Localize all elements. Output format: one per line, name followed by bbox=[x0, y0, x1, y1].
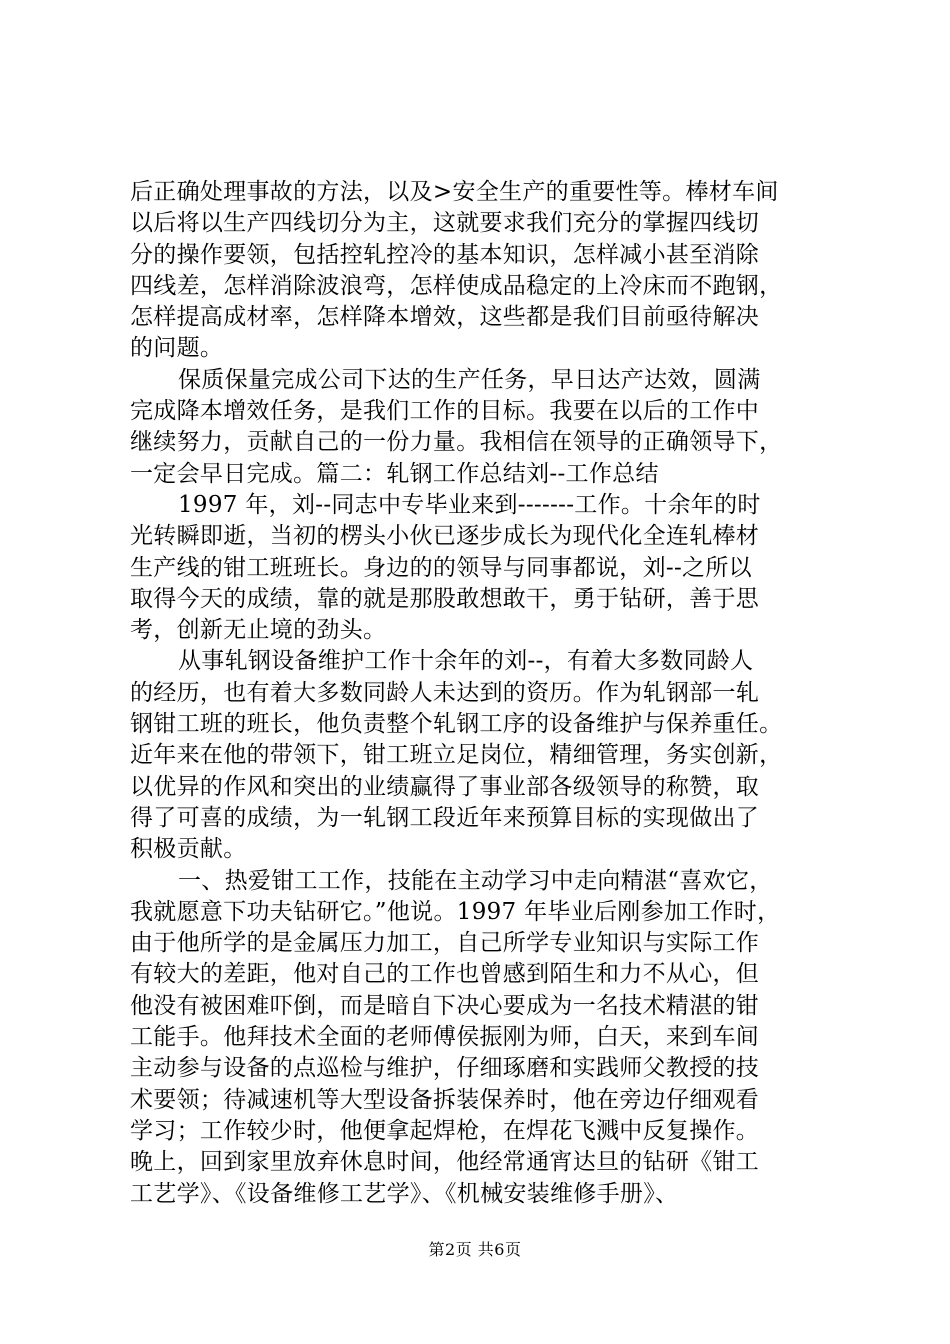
text-line: 由于他所学的是金属压力加工，自己所学专业知识与实际工作 bbox=[130, 930, 760, 957]
text-line: 工艺学》、《设备维修工艺学》、《机械安装维修手册》、 bbox=[130, 1180, 679, 1207]
text-line: 分的操作要领，包括控轧控冷的基本知识，怎样减小甚至消除 bbox=[130, 241, 760, 268]
text-line: 术要领；待减速机等大型设备拆装保养时，他在旁边仔细观看 bbox=[130, 1086, 760, 1113]
text-line: 他没有被困难吓倒，而是暗自下决心要成为一名技术精湛的钳 bbox=[130, 992, 760, 1019]
text-line: 保质保量完成公司下达的生产任务，早日达产达效，圆满 bbox=[178, 366, 761, 393]
text-line: 以后将以生产四线切分为主，这就要求我们充分的掌握四线切 bbox=[130, 210, 760, 237]
text-line: 取得今天的成绩，靠的就是那股敢想敢干，勇于钻研，善于思 bbox=[130, 585, 760, 612]
document-body bbox=[130, 177, 830, 1210]
text-line: 近年来在他的带领下，钳工班立足岗位，精细管理，务实创新， bbox=[130, 742, 783, 769]
text-line: 一、热爱钳工工作，技能在主动学习中走向精湛“喜欢它， bbox=[178, 867, 773, 894]
text-line: 1997 年，刘--同志中专毕业来到-------工作。十余年的时 bbox=[178, 491, 761, 518]
text-line: 积极贡献。 bbox=[130, 836, 247, 863]
text-line: 生产线的钳工班班长。身边的的领导与同事都说，刘--之所以 bbox=[130, 554, 752, 581]
text-line: 以优异的作风和突出的业绩赢得了事业部各级领导的称赞，取 bbox=[130, 773, 760, 800]
text-line: 四线差，怎样消除波浪弯，怎样使成品稳定的上冷床而不跑钢， bbox=[130, 272, 783, 299]
text-line: 完成降本增效任务，是我们工作的目标。我要在以后的工作中 bbox=[130, 398, 760, 425]
text-line: 晚上，回到家里放弃休息时间，他经常通宵达旦的钻研《钳工 bbox=[130, 1149, 760, 1176]
text-line: 钢钳工班的班长，他负责整个轧钢工序的设备维护与保养重任。 bbox=[130, 711, 783, 738]
text-line: 光转瞬即逝，当初的楞头小伙已逐步成长为现代化全连轧棒材 bbox=[130, 523, 760, 550]
text-line: 怎样提高成材率，怎样降本增效，这些都是我们目前亟待解决 bbox=[130, 304, 760, 331]
page-footer: 第2页 共6页 bbox=[428, 1240, 522, 1259]
text-line: 一定会早日完成。篇二：轧钢工作总结刘--工作总结 bbox=[130, 460, 659, 487]
text-line: 继续努力，贡献自己的一份力量。我相信在领导的正确领导下， bbox=[130, 429, 783, 456]
text-line: 的问题。 bbox=[130, 335, 224, 362]
text-line: 主动参与设备的点巡检与维护，仔细琢磨和实践师父教授的技 bbox=[130, 1055, 760, 1082]
text-line: 的经历，也有着大多数同龄人未达到的资历。作为轧钢部一轧 bbox=[130, 679, 760, 706]
text-line: 工能手。他拜技术全面的老师傅侯振刚为师，白天，来到车间 bbox=[130, 1024, 760, 1051]
text-line: 学习；工作较少时，他便拿起焊枪，在焊花飞溅中反复操作。 bbox=[130, 1117, 760, 1144]
text-line: 我就愿意下功夫钻研它。”他说。1997 年毕业后刚参加工作时， bbox=[130, 898, 781, 925]
text-line: 从事轧钢设备维护工作十余年的刘--，有着大多数同龄人 bbox=[178, 648, 754, 675]
text-line: 得了可喜的成绩，为一轧钢工段近年来预算目标的实现做出了 bbox=[130, 804, 760, 831]
text-line: 有较大的差距，他对自己的工作也曾感到陌生和力不从心，但 bbox=[130, 961, 760, 988]
text-line: 考，创新无止境的劲头。 bbox=[130, 617, 387, 644]
text-line: 后正确处理事故的方法，以及>安全生产的重要性等。棒材车间 bbox=[130, 179, 779, 205]
